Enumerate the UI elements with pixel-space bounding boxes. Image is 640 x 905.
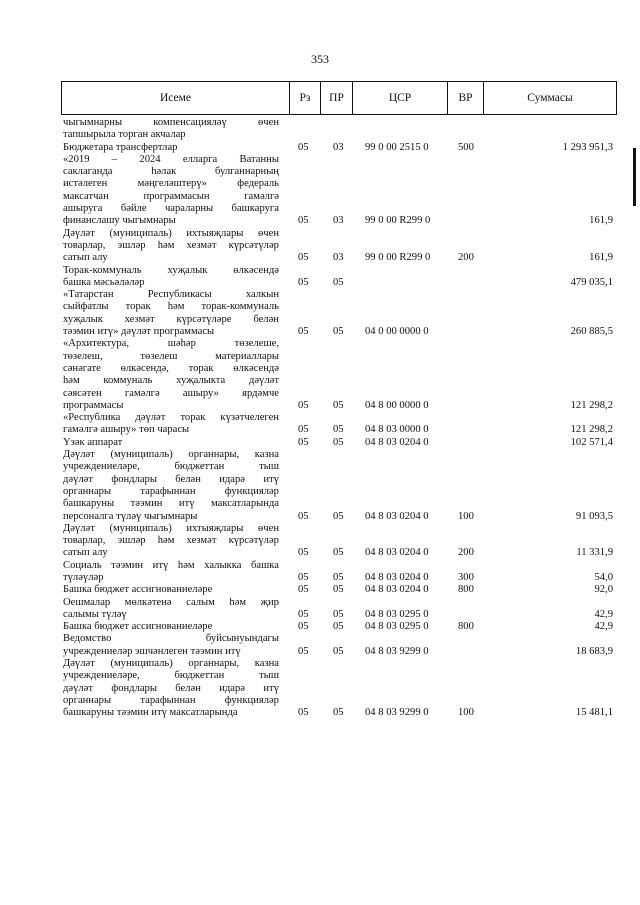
table-row <box>0 437 640 449</box>
row-name: «Архитектура, шәһәр төзелеше, <box>63 338 279 350</box>
row-sum: 121 298,2 <box>570 399 613 411</box>
row-sum: 54,0 <box>594 571 613 583</box>
row-sum: 11 331,9 <box>576 547 613 559</box>
table-row <box>0 511 640 523</box>
row-sum: 102 571,4 <box>570 436 613 448</box>
row-rz: 05 <box>298 276 309 288</box>
row-name: тәэмин итү» дәүләт программасы <box>63 326 215 338</box>
row-name: товарлар, эшләр һәм хезмәт күрсәтүләр <box>63 535 279 547</box>
row-vr: 500 <box>458 141 474 153</box>
row-sum: 121 298,2 <box>570 424 613 436</box>
header-sum: Суммасы <box>527 92 573 104</box>
row-csr: 04 8 03 9299 0 <box>365 707 429 719</box>
table-row <box>0 609 640 621</box>
row-csr: 04 8 03 0295 0 <box>365 621 429 633</box>
row-pr: 05 <box>333 547 344 559</box>
row-sum: 1 293 951,3 <box>562 141 613 153</box>
row-name: Башка бюджет ассигнованиеләре <box>63 584 213 596</box>
row-name: сатып алу <box>63 252 108 264</box>
row-name: дәүләт фондлары белән идарә итү <box>63 473 279 485</box>
row-csr: 04 8 03 0204 0 <box>365 547 429 559</box>
table-row <box>0 621 640 633</box>
table-row <box>0 461 640 473</box>
row-name: «Республика дәүләт торак күзәтчелеген <box>63 412 279 424</box>
table-row <box>0 400 640 412</box>
row-rz: 05 <box>298 571 309 583</box>
row-rz: 05 <box>298 584 309 596</box>
table-row <box>0 142 640 154</box>
row-rz: 05 <box>298 707 309 719</box>
row-csr: 04 8 03 9299 0 <box>365 645 429 657</box>
row-pr: 05 <box>333 510 344 522</box>
row-csr: 04 8 03 0295 0 <box>365 608 429 620</box>
row-rz: 05 <box>298 621 309 633</box>
table-row <box>0 633 640 645</box>
row-pr: 05 <box>333 707 344 719</box>
row-csr: 04 8 03 0204 0 <box>365 571 429 583</box>
row-name: учреждениеләре, бюджеттан тыш <box>63 461 279 473</box>
row-rz: 05 <box>298 608 309 620</box>
row-pr: 03 <box>333 252 344 264</box>
header-name: Исеме <box>159 92 192 104</box>
row-rz: 05 <box>298 141 309 153</box>
row-name: учреждениеләре, бюджеттан тыш <box>63 670 279 682</box>
table-row <box>0 670 640 682</box>
row-sum: 260 885,5 <box>570 326 613 338</box>
table-row <box>0 277 640 289</box>
row-name: Башка бюджет ассигнованиеләре <box>63 621 213 633</box>
row-name: Дәүләт (муниципаль) органнары, казна <box>63 658 279 670</box>
row-vr: 300 <box>458 571 474 583</box>
row-vr: 100 <box>458 510 474 522</box>
row-vr: 200 <box>458 547 474 559</box>
header-rz: Рз <box>299 92 311 104</box>
row-csr: 99 0 00 R299 0 <box>365 215 431 227</box>
table-row <box>0 375 640 387</box>
row-name: һәм коммуналь хуҗалыкта дәүләт <box>63 375 279 387</box>
row-sum: 91 093,5 <box>575 510 613 522</box>
row-rz: 05 <box>298 436 309 448</box>
row-rz: 05 <box>298 252 309 264</box>
table-row <box>0 240 640 252</box>
row-name: сатып алу <box>63 547 108 559</box>
table-row <box>0 215 640 227</box>
table-row <box>0 388 640 400</box>
row-pr: 05 <box>333 399 344 411</box>
row-name: программасы <box>63 399 124 411</box>
table-row <box>0 498 640 510</box>
row-name: Дәүләт (муниципаль) ихтыяҗлары өчен <box>63 522 279 534</box>
row-name: саклаганда һәлак булганнарның <box>63 166 279 178</box>
row-vr: 200 <box>458 252 474 264</box>
table-row <box>0 535 640 547</box>
row-csr: 99 0 00 2515 0 <box>365 141 429 153</box>
row-pr: 05 <box>333 326 344 338</box>
row-name: истәлеген мәңгеләштерү» федераль <box>63 178 279 190</box>
table-row <box>0 474 640 486</box>
row-vr: 100 <box>458 707 474 719</box>
header-pr: ПР <box>329 92 344 104</box>
row-pr: 05 <box>333 571 344 583</box>
row-name: сыйфатлы торак һәм торак-коммуналь <box>63 301 279 313</box>
table-row <box>0 289 640 301</box>
table-row <box>0 683 640 695</box>
table-row <box>0 203 640 215</box>
row-name: сәясәтен гамәлгә ашыру» ярдәмче <box>63 387 279 399</box>
row-csr: 04 8 03 0204 0 <box>365 510 429 522</box>
row-pr: 03 <box>333 215 344 227</box>
table-row <box>0 424 640 436</box>
row-name: Дәүләт (муниципаль) органнары, казна <box>63 449 279 461</box>
row-name: хуҗалык хезмәт күрсәтүләре белән <box>63 313 279 325</box>
table-row <box>0 117 640 129</box>
row-pr: 05 <box>333 436 344 448</box>
table-row <box>0 560 640 572</box>
table-row <box>0 129 640 141</box>
row-rz: 05 <box>298 399 309 411</box>
table-row <box>0 326 640 338</box>
row-vr: 800 <box>458 621 474 633</box>
row-sum: 92,0 <box>594 584 613 596</box>
row-name: Үзәк аппарат <box>63 436 123 448</box>
row-csr: 99 0 00 R299 0 <box>365 252 431 264</box>
row-rz: 05 <box>298 215 309 227</box>
row-vr: 800 <box>458 584 474 596</box>
row-name: «2019 – 2024 елларга Ватанны <box>63 153 279 165</box>
table-row <box>0 363 640 375</box>
row-rz: 05 <box>298 645 309 657</box>
row-name: башкаруны тәэмин итү максатларында <box>63 498 279 510</box>
table-row <box>0 228 640 240</box>
table-header <box>61 81 617 115</box>
row-pr: 05 <box>333 424 344 436</box>
table-row <box>0 523 640 535</box>
table-row <box>0 486 640 498</box>
row-rz: 05 <box>298 510 309 522</box>
table-row <box>0 572 640 584</box>
row-rz: 05 <box>298 424 309 436</box>
row-name: Оешмалар мөлкәтенә салым һәм җир <box>63 596 279 608</box>
table-row <box>0 351 640 363</box>
row-name: максатчан программасын гамәлгә <box>63 190 279 202</box>
table-row <box>0 695 640 707</box>
row-pr: 03 <box>333 141 344 153</box>
row-name: гамәлгә ашыру» төп чарасы <box>63 424 190 436</box>
header-vr: ВР <box>458 92 473 104</box>
row-name: финанслашу чыгымнары <box>63 215 176 227</box>
row-csr: 04 8 00 0000 0 <box>365 399 429 411</box>
row-name: Торак-коммуналь хуҗалык өлкәсендә <box>63 264 279 276</box>
row-name: Социаль тәэмин итү һәм халыкка башка <box>63 559 279 571</box>
row-name: персоналга түләү чыгымнары <box>63 510 198 522</box>
row-sum: 42,9 <box>594 621 613 633</box>
row-sum: 479 035,1 <box>570 276 613 288</box>
header-csr: ЦСР <box>388 92 412 104</box>
table-row <box>0 265 640 277</box>
row-name: башкаруны тәэмин итү максатларында <box>63 707 238 719</box>
row-name: дәүләт фондлары белән идарә итү <box>63 682 279 694</box>
row-csr: 04 8 03 0000 0 <box>365 424 429 436</box>
row-name: Ведомство буйсынуындагы <box>63 633 279 645</box>
table-row <box>0 646 640 658</box>
row-name: «Татарстан Республикасы халкын <box>63 289 279 301</box>
row-pr: 05 <box>333 276 344 288</box>
table-row <box>0 338 640 350</box>
table-row <box>0 301 640 313</box>
table-row <box>0 166 640 178</box>
table-row <box>0 597 640 609</box>
row-name: Дәүләт (муниципаль) ихтыяҗлары өчен <box>63 227 279 239</box>
table-row <box>0 547 640 559</box>
row-name: товарлар, эшләр һәм хезмәт күрсәтүләр <box>63 239 279 251</box>
table-row <box>0 412 640 424</box>
row-csr: 04 0 00 0000 0 <box>365 326 429 338</box>
table-row <box>0 658 640 670</box>
row-name: сәнәгате өлкәсендә, торак өлкәсендә <box>63 362 279 374</box>
table-row <box>0 154 640 166</box>
row-name: ашыруга бәйле чараларны башкаруга <box>63 203 279 215</box>
row-sum: 161,9 <box>589 215 613 227</box>
row-name: Бюджетара трансфертлар <box>63 141 178 153</box>
row-pr: 05 <box>333 621 344 633</box>
row-pr: 05 <box>333 584 344 596</box>
page-number: 353 <box>311 52 329 66</box>
table-row <box>0 314 640 326</box>
row-name: салымы түләү <box>63 608 127 620</box>
row-name: органнары тарафыннан функцияләр <box>63 694 279 706</box>
row-pr: 05 <box>333 645 344 657</box>
row-sum: 161,9 <box>589 252 613 264</box>
row-name: төзелеш, төзелеш материаллары <box>63 350 279 362</box>
row-name: тапшырыла торган акчалар <box>63 129 186 141</box>
row-name: башка мәсьәләләр <box>63 276 145 288</box>
row-name: органнары тарафыннан функцияләр <box>63 485 279 497</box>
table-row <box>0 449 640 461</box>
row-sum: 42,9 <box>594 608 613 620</box>
row-rz: 05 <box>298 326 309 338</box>
row-pr: 05 <box>333 608 344 620</box>
row-name: түләүләр <box>63 571 104 583</box>
row-name: чыгымнарны компенсацияләү өчен <box>63 117 279 128</box>
table-body <box>0 117 640 720</box>
table-row <box>0 584 640 596</box>
row-rz: 05 <box>298 547 309 559</box>
row-sum: 15 481,1 <box>575 707 613 719</box>
row-name: учреждениеләр эшчәнлеген тәэмин итү <box>63 645 241 657</box>
table-row <box>0 252 640 264</box>
row-csr: 04 8 03 0204 0 <box>365 584 429 596</box>
table-row <box>0 178 640 190</box>
row-csr: 04 8 03 0204 0 <box>365 436 429 448</box>
table-row <box>0 707 640 719</box>
table-row <box>0 191 640 203</box>
row-sum: 18 683,9 <box>575 645 613 657</box>
